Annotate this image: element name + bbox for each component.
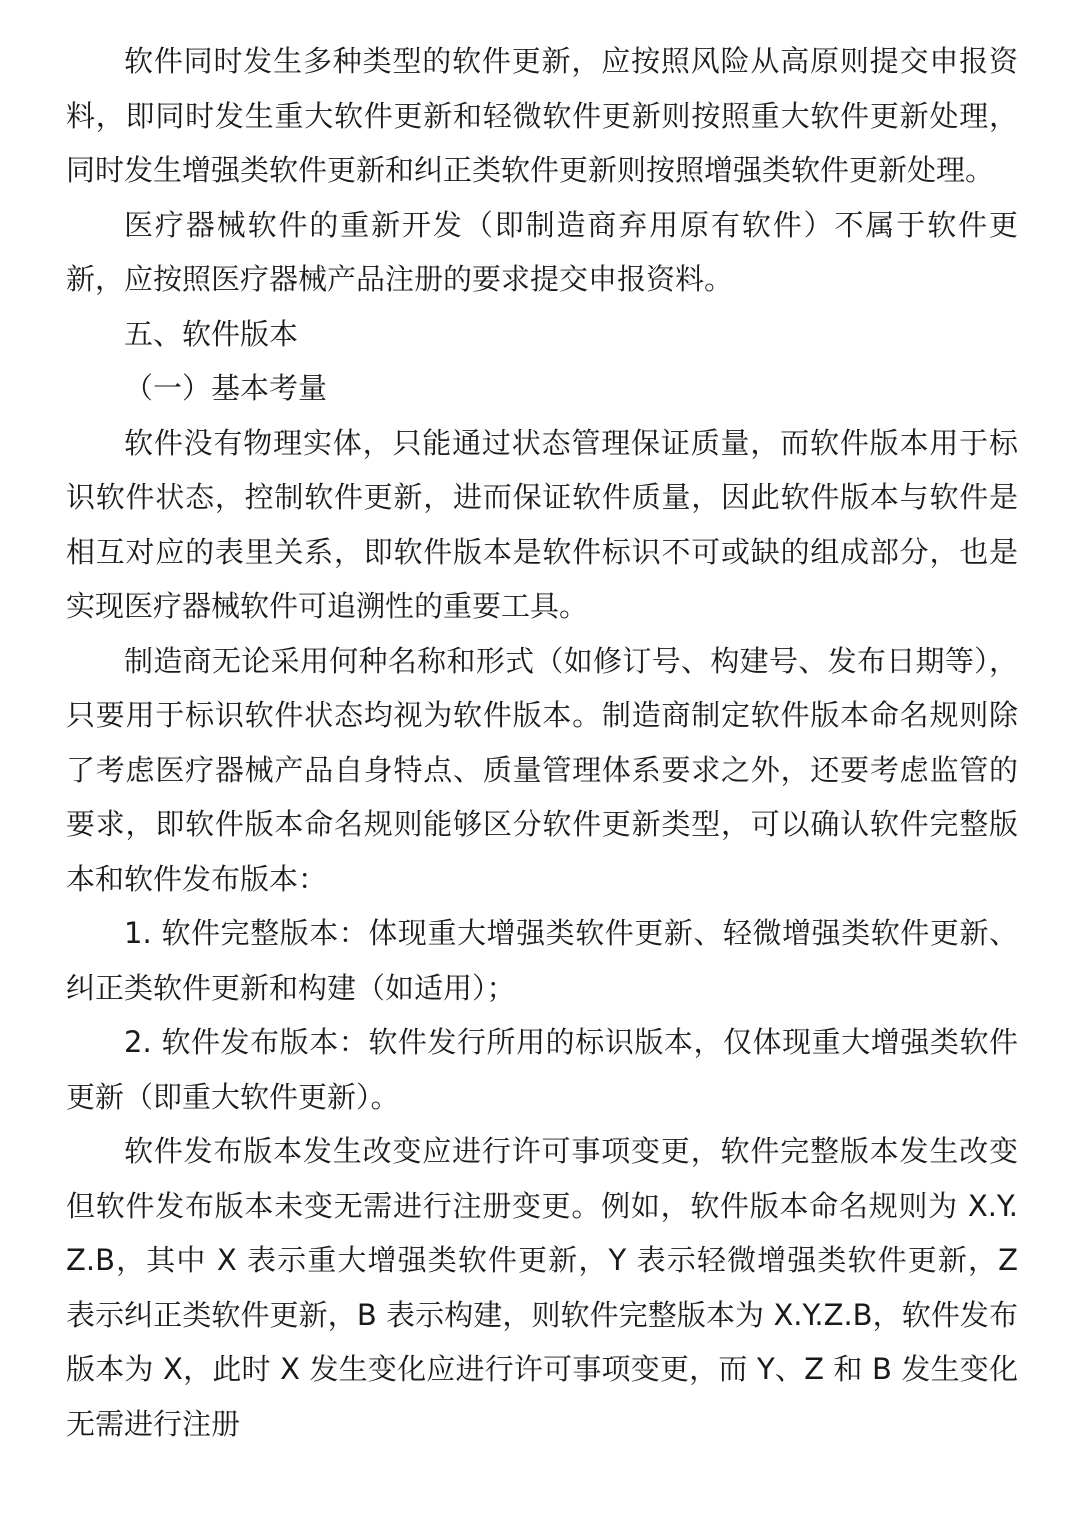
paragraph-version-purpose: 软件没有物理实体，只能通过状态管理保证质量，而软件版本用于标识软件状态，控制软件更新，进而保证软件质量，因此软件版本与软件是相互对应的表里关系，即软件版本是软件标识不可或缺的组成部分，也是实现医疗器械软件可追溯性的重要工具。 <box>66 425 1018 623</box>
section-heading-software-version: 五、软件版本 <box>124 316 299 351</box>
list-item-release-version: 2. 软件发布版本：软件发行所用的标识版本，仅体现重大增强类软件更新（即重大软件更新）。 <box>66 1025 1018 1114</box>
paragraph-version-example: 软件发布版本发生改变应进行许可事项变更，软件完整版本发生改变但软件发布版本未变无需进行注册变更。例如，软件版本命名规则为 X.Y.Z.B，其中 X 表示重大增强类软件更新，Y 表示轻微增强类软件更新，Z 表示纠正类软件更新，B 表示构建，则软件完整版本为 X.Y.Z.B，软件发布版本为 X，此时 X 发生变化应进行许可事项变更，而 Y、Z 和 B 发生变化无需进行注册 <box>66 1134 1018 1441</box>
paragraph-redevelopment: 医疗器械软件的重新开发（即制造商弃用原有软件）不属于软件更新，应按照医疗器械产品注册的要求提交申报资料。 <box>66 207 1018 296</box>
paragraph-naming-rules: 制造商无论采用何种名称和形式（如修订号、构建号、发布日期等），只要用于标识软件状态均视为软件版本。制造商制定软件版本命名规则除了考虑医疗器械产品自身特点、质量管理体系要求之外，还要考虑监管的要求，即软件版本命名规则能够区分软件更新类型，可以确认软件完整版本和软件发布版本： <box>66 643 1018 896</box>
subsection-heading-basic-considerations: （一）基本考量 <box>124 371 328 405</box>
paragraph-update-priority: 软件同时发生多种类型的软件更新，应按照风险从高原则提交申报资料，即同时发生重大软件更新和轻微软件更新则按照重大软件更新处理，同时发生增强类软件更新和纠正类软件更新则按照增强类软件更新处理。 <box>66 44 1018 187</box>
list-item-full-version: 1. 软件完整版本：体现重大增强类软件更新、轻微增强类软件更新、纠正类软件更新和构建（如适用）； <box>66 916 1018 1005</box>
document-body <box>66 34 1018 1451</box>
